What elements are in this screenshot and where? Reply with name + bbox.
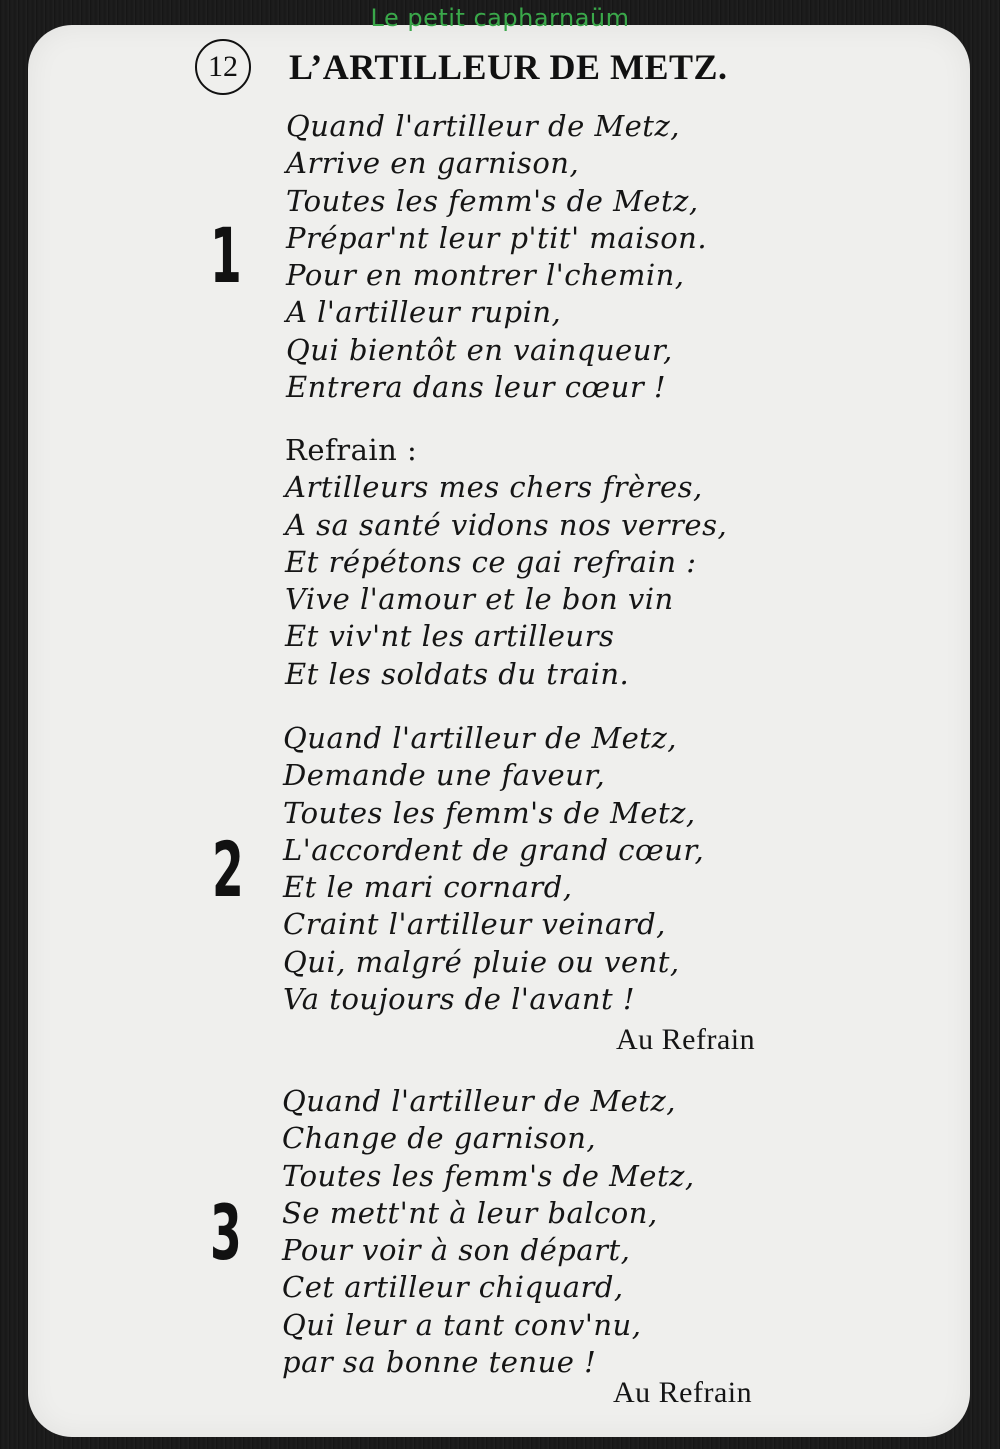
verse-line: Va toujours de l'avant ! — [283, 982, 636, 1017]
verse-line: Craint l'artilleur veinard, — [283, 907, 666, 942]
verse-line: Change de garnison, — [282, 1121, 597, 1156]
refrain-line: Artilleurs mes chers frères, — [285, 470, 703, 505]
verse-line: A l'artilleur rupin, — [286, 295, 562, 330]
song-title: L’ARTILLEUR DE METZ. — [289, 47, 728, 87]
verse-line: Quand l'artilleur de Metz, — [286, 109, 680, 143]
verse-line: Toutes les femm's de Metz, — [286, 183, 699, 218]
watermark: Le petit capharnaüm — [370, 4, 630, 32]
refrain — [285, 432, 727, 693]
au-refrain-label: Au Refrain — [613, 1376, 753, 1409]
verse-1 — [286, 108, 707, 406]
verse-3 — [282, 1083, 695, 1381]
verse-line: Toutes les femm's de Metz, — [283, 795, 696, 830]
verse-number-1: 1 — [210, 211, 242, 300]
verse-line: Se mett'nt à leur balcon, — [282, 1195, 658, 1230]
refrain-label: Refrain : — [285, 433, 418, 467]
verse-line: Qui, malgré pluie ou vent, — [283, 944, 680, 979]
verse-line: par sa bonne tenue ! — [282, 1345, 597, 1380]
verse-number-2: 2 — [212, 825, 244, 914]
verse-line: Toutes les femm's de Metz, — [282, 1158, 695, 1193]
verse-line: Qui leur a tant conv'nu, — [282, 1307, 642, 1342]
title-row — [195, 38, 728, 96]
verse-line: Quand l'artilleur de Metz, — [283, 721, 677, 755]
verse-line: Pour voir à son départ, — [282, 1233, 631, 1268]
refrain-line: Et les soldats du train. — [285, 656, 630, 691]
song-number-badge: 12 — [195, 39, 251, 95]
verse-2 — [283, 720, 704, 1018]
verse-line: Pour en montrer l'chemin, — [286, 258, 685, 293]
au-refrain-label: Au Refrain — [616, 1023, 756, 1056]
refrain-line: Et répétons ce gai refrain : — [285, 544, 697, 579]
verse-line: Demande une faveur, — [283, 758, 606, 793]
verse-line: Cet artilleur chiquard, — [282, 1270, 624, 1305]
refrain-line: Et viv'nt les artilleurs — [285, 619, 615, 654]
refrain-line: Vive l'amour et le bon vin — [285, 582, 674, 617]
refrain-line: A sa santé vidons nos verres, — [285, 507, 728, 542]
verse-line: Arrive en garnison, — [286, 146, 580, 181]
verse-line: L'accordent de grand cœur, — [283, 832, 705, 867]
verse-line: Entrera dans leur cœur ! — [286, 370, 667, 405]
verse-line: Quand l'artilleur de Metz, — [282, 1084, 676, 1118]
verse-number-3: 3 — [210, 1188, 242, 1277]
verse-line: Prépar'nt leur p'tit' maison. — [286, 220, 708, 255]
verse-line: Qui bientôt en vainqueur, — [286, 332, 673, 367]
verse-line: Et le mari cornard, — [283, 870, 573, 905]
